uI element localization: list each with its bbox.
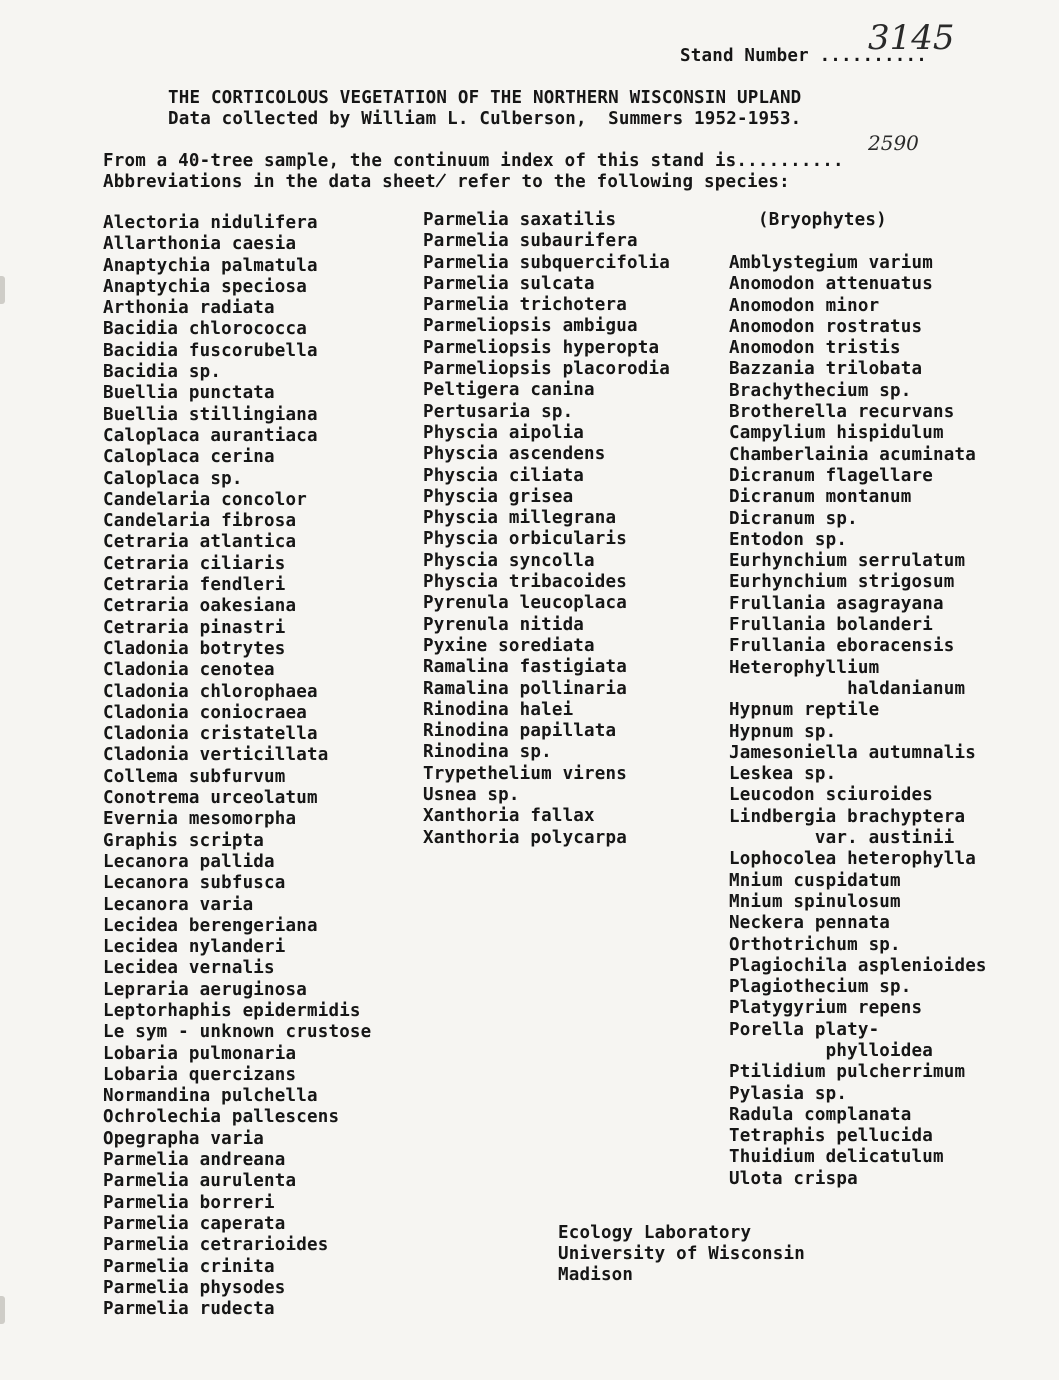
species-list-item: Physcia aipolia [423, 422, 585, 443]
bryophyte-list-item: haldanianum [729, 678, 966, 699]
bryophyte-list-item: Ulota crispa [729, 1168, 858, 1189]
species-list-item: Leptorhaphis epidermidis [103, 1000, 361, 1021]
species-list-item: Pyrenula leucoplaca [423, 593, 627, 614]
species-list-item: Parmelia trichotera [423, 295, 627, 316]
species-list-item: Rinodina papillata [423, 721, 617, 742]
species-list-item: Bacidia sp. [103, 362, 222, 383]
species-list-item: Lecanora subfusca [103, 873, 286, 894]
species-list-item: Physcia tribacoides [423, 572, 627, 593]
species-list-item: Anaptychia palmatula [103, 255, 318, 276]
species-list-item: Trypethelium virens [423, 763, 627, 784]
species-list-item: Normandina pulchella [103, 1086, 318, 1107]
stand-number-label: Stand Number .......... [680, 46, 927, 66]
species-list-item: Buellia punctata [103, 383, 275, 404]
species-list-item: Graphis scripta [103, 830, 265, 851]
bryophyte-list-item: Frullania eboracensis [729, 636, 955, 657]
bryophyte-list-item: Platygyrium repens [729, 998, 923, 1019]
species-list-item: Evernia mesomorpha [103, 809, 297, 830]
bryophyte-list-item: Chamberlainia acuminata [729, 444, 976, 465]
species-list-item: Rinodina sp. [423, 742, 552, 763]
species-list-item: Pyrenula nitida [423, 614, 585, 635]
bryophytes-heading: (Bryophytes) [758, 210, 887, 230]
species-list-item: Lecidea berengeriana [103, 915, 318, 936]
species-list-item: Cladonia cristatella [103, 724, 318, 745]
bryophyte-list-item: Eurhynchium strigosum [729, 572, 955, 593]
bryophyte-list-item: Hypnum reptile [729, 700, 880, 721]
species-list-item: Parmeliopsis ambigua [423, 316, 638, 337]
bryophyte-list-item: Frullania bolanderi [729, 615, 933, 636]
punch-hole-mark [0, 1296, 5, 1324]
species-list-item: Parmelia borreri [103, 1192, 275, 1213]
species-list-item: Cetraria oakesiana [103, 596, 297, 617]
bryophyte-list-item: Pylasia sp. [729, 1083, 848, 1104]
bryophyte-list-item: Bazzania trilobata [729, 359, 923, 380]
species-list-item: Pyxine sorediata [423, 635, 595, 656]
species-list-item: Parmelia rudecta [103, 1299, 275, 1320]
bryophyte-list-item: Anomodon tristis [729, 338, 901, 359]
bryophyte-list-item: Brachythecium sp. [729, 380, 912, 401]
species-list-item: Parmeliopsis hyperopta [423, 337, 660, 358]
species-list-item: Usnea sp. [423, 785, 520, 806]
species-list-item: Ochrolechia pallescens [103, 1107, 340, 1128]
species-list-item: Buellia stillingiana [103, 404, 318, 425]
species-list-item: Parmelia physodes [103, 1277, 286, 1298]
species-list-item: Parmelia aurulenta [103, 1171, 297, 1192]
bryophyte-list-item: Frullania asagrayana [729, 593, 944, 614]
bryophyte-list-item: Hypnum sp. [729, 721, 837, 742]
species-list-item: Caloplaca aurantiaca [103, 425, 318, 446]
species-list-item: Caloplaca cerina [103, 447, 275, 468]
bryophyte-list-item: Porella platy- [729, 1019, 880, 1040]
species-list-item: Parmelia sulcata [423, 273, 595, 294]
bryophyte-list-item: Lophocolea heterophylla [729, 849, 976, 870]
bryophyte-list-item: Eurhynchium serrulatum [729, 551, 966, 572]
species-list-item: Physcia millegrana [423, 508, 617, 529]
bryophyte-list-item: Amblystegium varium [729, 253, 933, 273]
species-list-item: Cladonia cenotea [103, 660, 275, 681]
species-list-item: Cetraria atlantica [103, 532, 297, 553]
stand-number-handwritten: 3145 [868, 18, 955, 58]
species-list-item: Bacidia fuscorubella [103, 340, 318, 361]
species-list-item: Lobaria pulmonaria [103, 1043, 297, 1064]
species-list-item: Collema subfurvum [103, 766, 286, 787]
bryophyte-list-item: Anomodon rostratus [729, 316, 923, 337]
species-list-item: Cladonia chlorophaea [103, 681, 318, 702]
lichen-list-column-1 [103, 213, 371, 1320]
bryophyte-list [729, 253, 987, 1190]
species-list-item: Cladonia botrytes [103, 638, 286, 659]
bryophyte-list-item: Leskea sp. [729, 764, 837, 785]
species-list-item: Candelaria fibrosa [103, 511, 297, 532]
species-list-item: Le sym - unknown crustose [103, 1022, 372, 1043]
bryophyte-list-item: Tetraphis pellucida [729, 1126, 933, 1147]
bryophyte-list-item: Anomodon minor [729, 295, 880, 316]
bryophyte-list-item: Heterophyllium [729, 657, 880, 678]
species-list-item: Parmelia subaurifera [423, 231, 638, 252]
species-list-item: Parmelia saxatilis [423, 210, 617, 230]
species-list-item: Parmelia subquercifolia [423, 252, 670, 273]
species-list-item: Peltigera canina [423, 380, 595, 401]
bryophyte-list-item: Thuidium delicatulum [729, 1147, 944, 1168]
bryophyte-list-item: Ptilidium pulcherrimum [729, 1062, 966, 1083]
species-list-item: Alectoria nidulifera [103, 213, 318, 233]
species-list-item: Lecidea vernalis [103, 958, 275, 979]
species-list-item: Xanthoria polycarpa [423, 827, 627, 848]
species-list-item: Parmelia caperata [103, 1213, 286, 1234]
bryophyte-list-item: Campylium hispidulum [729, 423, 944, 444]
species-list-item: Rinodina halei [423, 699, 574, 720]
bryophyte-list-item: Plagiothecium sp. [729, 977, 912, 998]
species-list-item: Lepraria aeruginosa [103, 979, 307, 1000]
bryophyte-list-item: phylloidea [729, 1040, 933, 1061]
species-list-item: Physcia orbicularis [423, 529, 627, 550]
species-list-item: Candelaria concolor [103, 489, 307, 510]
bryophyte-list-item: Dicranum montanum [729, 487, 912, 508]
species-list-item: Xanthoria fallax [423, 806, 595, 827]
species-list-item: Physcia syncolla [423, 550, 595, 571]
bryophyte-list-item: Jamesoniella autumnalis [729, 742, 976, 763]
species-list-item: Conotrema urceolatum [103, 788, 318, 809]
footer-line-1: Ecology Laboratory [558, 1223, 752, 1243]
bryophyte-list-item: Mnium spinulosum [729, 891, 901, 912]
species-list-item: Cetraria fendleri [103, 575, 286, 596]
continuum-line: From a 40-tree sample, the continuum index of this stand is.......... [103, 151, 844, 171]
species-list-item: Cetraria ciliaris [103, 553, 286, 574]
bryophyte-list-item: Entodon sp. [729, 529, 848, 550]
document-subtitle: Data collected by William L. Culberson, Summers 1952-1953. [168, 109, 802, 129]
species-list-item: Lobaria quercizans [103, 1064, 297, 1085]
bryophyte-list-item: Lindbergia brachyptera [729, 806, 966, 827]
species-list-item: Parmelia crinita [103, 1256, 275, 1277]
species-list-item: Parmelia cetrarioides [103, 1235, 329, 1256]
species-list-item: Ramalina pollinaria [423, 678, 627, 699]
species-list-item: Physcia ascendens [423, 444, 606, 465]
species-list-item: Allarthonia caesia [103, 234, 297, 255]
species-list-item: Opegrapha varia [103, 1128, 265, 1149]
species-list-item: Arthonia radiata [103, 298, 275, 319]
bryophyte-list-item: Radula complanata [729, 1104, 912, 1125]
bryophyte-list-item: Brotherella recurvans [729, 402, 955, 423]
species-list-item: Cetraria pinastri [103, 617, 286, 638]
footer-line-3: Madison [558, 1265, 634, 1285]
continuum-index-handwritten: 2590 [868, 131, 919, 155]
bryophyte-list-item: Orthotrichum sp. [729, 934, 901, 955]
bryophyte-list-item: Dicranum sp. [729, 508, 858, 529]
species-list-item: Physcia ciliata [423, 465, 585, 486]
lichen-list-column-2 [423, 210, 670, 849]
species-list-item: Anaptychia speciosa [103, 276, 307, 297]
bryophyte-list-item: Neckera pennata [729, 913, 891, 934]
bryophyte-list-item: Mnium cuspidatum [729, 870, 901, 891]
species-list-item: Parmelia andreana [103, 1150, 286, 1171]
bryophyte-list-item: Dicranum flagellare [729, 465, 933, 486]
species-list-item: Cladonia verticillata [103, 745, 329, 766]
bryophyte-list-item: Leucodon sciuroides [729, 785, 933, 806]
species-list-item: Lecidea nylanderi [103, 937, 286, 958]
species-list-item: Lecanora pallida [103, 851, 275, 872]
punch-hole-mark [0, 276, 5, 304]
abbreviations-line: Abbreviations in the data sheet̸ refer to the following species: [103, 172, 790, 192]
species-list-item: Cladonia coniocraea [103, 702, 307, 723]
species-list-item: Physcia grisea [423, 486, 574, 507]
species-list-item: Ramalina fastigiata [423, 657, 627, 678]
bryophyte-list-item: Plagiochila asplenioides [729, 955, 987, 976]
species-list-item: Pertusaria sp. [423, 401, 574, 422]
document-title: THE CORTICOLOUS VEGETATION OF THE NORTHERN WISCONSIN UPLAND [168, 88, 802, 108]
species-list-item: Lecanora varia [103, 894, 254, 915]
species-list-item: Bacidia chlorococca [103, 319, 307, 340]
footer-line-2: University of Wisconsin [558, 1244, 805, 1264]
bryophyte-list-item: var. austinii [729, 828, 955, 849]
species-list-item: Parmeliopsis placorodia [423, 359, 670, 380]
bryophyte-list-item: Anomodon attenuatus [729, 274, 933, 295]
species-list-item: Caloplaca sp. [103, 468, 243, 489]
